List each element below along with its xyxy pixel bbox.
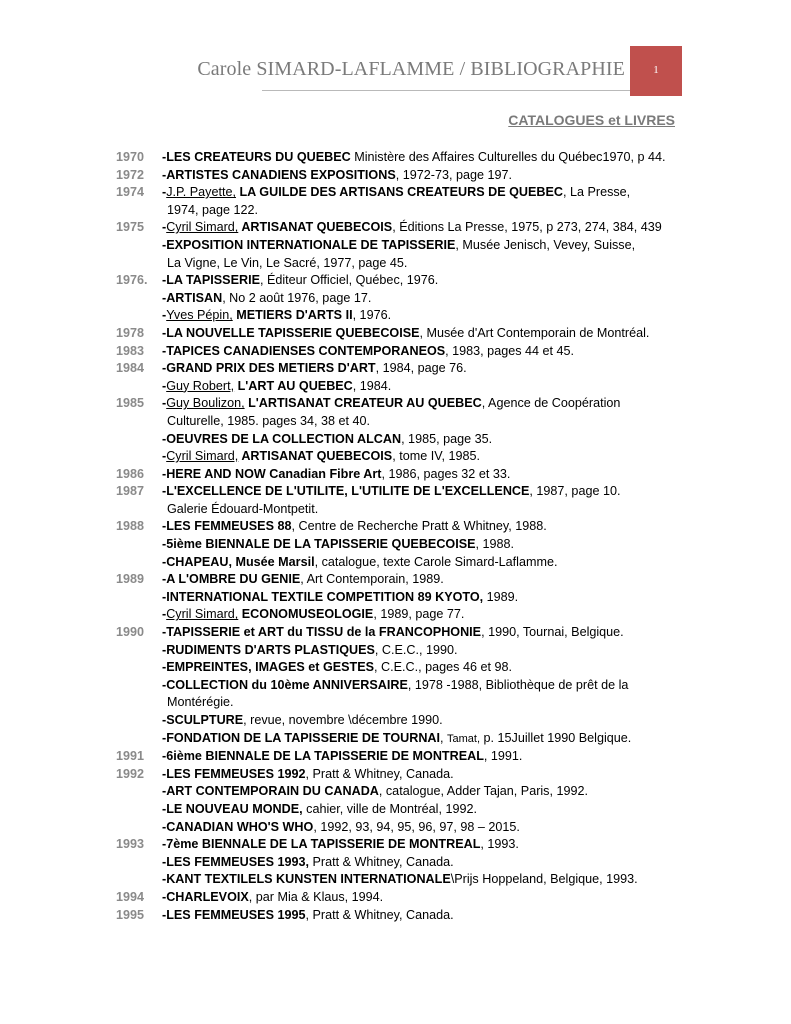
- entry-details: , 1988.: [475, 537, 515, 552]
- entry-year: 1985: [116, 396, 145, 411]
- entry-line: [116, 589, 696, 607]
- entry-line: [116, 431, 696, 449]
- entry-dash: -: [162, 185, 167, 200]
- entry-title: CHARLEVOIX: [166, 889, 249, 904]
- entry-line: [116, 237, 696, 255]
- entry-details: cahier, ville de Montréal, 1992.: [302, 801, 477, 816]
- entry-details: , par Mia & Klaus, 1994.: [248, 889, 384, 904]
- entry-details: Ministère des Affaires Culturelles du Québec1970, p 44.: [350, 150, 666, 164]
- bibliography-entry: [116, 677, 696, 712]
- entry-details: , 1987, page 10.: [529, 484, 621, 499]
- entry-author: Guy Boulizon,: [166, 396, 245, 411]
- page-number-badge: [630, 46, 682, 96]
- entry-title: LES FEMMEUSES 1993,: [166, 854, 309, 869]
- bibliography-entry: [116, 730, 696, 749]
- bibliography-entry: [116, 219, 696, 237]
- entry-details: , Musée d'Art Contemporain de Montréal.: [419, 325, 650, 340]
- entry-year: 1974: [116, 185, 145, 200]
- entry-dash: -: [162, 484, 167, 499]
- page-number: 1: [653, 64, 659, 76]
- entry-continuation: Galerie Édouard-Montpetit.: [167, 501, 319, 516]
- entry-line: [116, 819, 696, 837]
- bibliography-entry: [116, 642, 696, 660]
- document-header-title: Carole SIMARD-LAFLAMME / BIBLIOGRAPHIE: [197, 58, 625, 80]
- entry-line: [116, 624, 696, 642]
- entry-author: Cyril Simard,: [166, 220, 239, 235]
- entry-year: 1988: [116, 519, 145, 534]
- entry-continuation: La Vigne, Le Vin, Le Sacré, 1977, page 45.: [167, 255, 408, 270]
- entry-dash: -: [162, 677, 167, 692]
- entry-dash: -: [162, 819, 167, 834]
- entry-dash: -: [162, 519, 167, 534]
- entry-line: [116, 730, 696, 749]
- entry-line: [116, 448, 696, 466]
- entry-title: TAPICES CANADIENSES CONTEMPORANEOS: [166, 343, 446, 358]
- bibliography-entry: [116, 343, 696, 361]
- bibliography-entry: [116, 307, 696, 325]
- entry-year: 1984: [116, 361, 145, 376]
- entry-line: [116, 184, 696, 202]
- bibliography-entry: [116, 748, 696, 766]
- entry-title: EXPOSITION INTERNATIONALE DE TAPISSERIE: [166, 237, 456, 252]
- bibliography-entry: [116, 871, 696, 889]
- bibliography-entry: [116, 184, 696, 219]
- entry-dash: -: [162, 784, 167, 799]
- entry-line: [116, 325, 696, 343]
- entry-details: , 1993.: [480, 837, 519, 852]
- entry-title: CHAPEAU, Musée Marsil: [166, 554, 315, 569]
- entry-title: 5ième BIENNALE DE LA TAPISSERIE QUEBECOISE: [166, 537, 476, 552]
- entry-title: RUDIMENTS D'ARTS PLASTIQUES: [166, 642, 375, 657]
- entry-dash: -: [162, 801, 167, 816]
- entry-dash: -: [162, 378, 167, 393]
- entry-line: [116, 307, 696, 325]
- entry-title: ECONOMUSEOLOGIE: [238, 607, 374, 622]
- entry-title: LA NOUVELLE TAPISSERIE QUEBECOISE: [166, 325, 420, 340]
- entry-details: , 1978 -1988, Bibliothèque de prêt de la: [407, 677, 629, 692]
- entry-year: 1976.: [116, 273, 148, 288]
- entry-line: [116, 642, 696, 660]
- entry-line: [116, 343, 696, 361]
- entry-title: ARTISANAT QUEBECOIS: [238, 220, 393, 235]
- entry-line: [116, 290, 696, 308]
- entry-dash: -: [162, 290, 167, 305]
- entry-dash: -: [162, 237, 167, 252]
- entry-line: [116, 889, 696, 907]
- entry-details: , 1972-73, page 197.: [395, 167, 512, 182]
- entry-details: , Centre de Recherche Pratt & Whitney, 1988.: [291, 519, 547, 534]
- entry-line: [116, 748, 696, 766]
- entry-year: 1972: [116, 167, 145, 182]
- entry-line: [116, 149, 696, 167]
- entry-details: , 1986, pages 32 et 33.: [381, 466, 511, 481]
- entry-line: [116, 871, 696, 889]
- bibliography-entry: [116, 889, 696, 907]
- entry-line: [116, 677, 696, 695]
- entry-title: TAPISSERIE et ART du TISSU de la FRANCOPHONIE: [166, 625, 482, 640]
- entry-continuation: Montérégie.: [167, 695, 234, 710]
- entry-title: LES CREATEURS DU QUEBEC: [166, 150, 351, 164]
- entry-year: 1986: [116, 466, 145, 481]
- entry-title: OEUVRES DE LA COLLECTION ALCAN: [166, 431, 402, 446]
- entry-line: [116, 378, 696, 396]
- entry-dash: -: [162, 749, 167, 764]
- entry-title: HERE AND NOW Canadian Fibre Art: [166, 466, 382, 481]
- entry-details: , catalogue, Adder Tajan, Paris, 1992.: [378, 784, 588, 799]
- entry-dash: -: [162, 607, 167, 622]
- entry-line: [116, 836, 696, 854]
- entry-dash: -: [162, 625, 167, 640]
- entry-details: , 1983, pages 44 et 45.: [445, 343, 575, 358]
- bibliography-entry: [116, 167, 696, 185]
- entry-details: , 1984, page 76.: [375, 361, 467, 376]
- entry-title: INTERNATIONAL TEXTILE COMPETITION 89 KYOTO,: [166, 589, 484, 604]
- entry-title: COLLECTION du 10ème ANNIVERSAIRE: [166, 677, 408, 692]
- entry-dash: -: [162, 537, 167, 552]
- entry-dash: -: [162, 907, 167, 922]
- entry-title: A L'OMBRE DU GENIE: [166, 572, 301, 587]
- entry-title: FONDATION DE LA TAPISSERIE DE TOURNAI: [166, 730, 441, 745]
- entry-dash: -: [162, 396, 167, 411]
- entry-details: , C.E.C., pages 46 et 98.: [374, 660, 512, 675]
- entry-title: ARTISTES CANADIENS EXPOSITIONS: [166, 167, 396, 182]
- entry-dash: -: [162, 554, 167, 569]
- entry-author: Cyril Simard,: [166, 607, 239, 622]
- bibliography-entry: [116, 466, 696, 484]
- entry-dash: -: [162, 150, 167, 164]
- entry-line: [116, 167, 696, 185]
- entry-line: [116, 907, 696, 925]
- bibliography-entry: [116, 712, 696, 730]
- entry-dash: -: [162, 325, 167, 340]
- entry-title: L'EXCELLENCE DE L'UTILITE, L'UTILITE DE L'EXCELLENCE: [166, 484, 530, 499]
- entry-title: LES FEMMEUSES 88: [166, 519, 292, 534]
- bibliography-entry: [116, 431, 696, 449]
- entry-details: , 1991.: [483, 749, 523, 764]
- entry-line: [116, 483, 696, 501]
- entry-dash: -: [162, 589, 167, 604]
- bibliography-entry: [116, 149, 696, 167]
- entry-dash: -: [162, 642, 167, 657]
- bibliography-entry: [116, 237, 696, 272]
- bibliography-list: [116, 149, 696, 924]
- entry-author: Yves Pépin,: [166, 308, 233, 323]
- entry-dash: -: [162, 837, 167, 852]
- entry-line: [116, 272, 696, 290]
- entry-details: , Éditions La Presse, 1975, p 273, 274, 384, 439: [392, 220, 662, 235]
- entry-title: L'ART AU QUEBEC: [234, 378, 353, 393]
- entry-dash: -: [162, 466, 167, 481]
- header-divider: [262, 90, 630, 91]
- entry-continuation: Culturelle, 1985. pages 34, 38 et 40.: [167, 413, 371, 428]
- entry-title: ART CONTEMPORAIN DU CANADA: [166, 784, 379, 799]
- bibliography-entry: [116, 659, 696, 677]
- bibliography-entry: [116, 801, 696, 819]
- entry-dash: -: [162, 273, 167, 288]
- entry-dash: -: [162, 449, 167, 464]
- entry-details: , 1984.: [352, 378, 392, 393]
- entry-details: , 1992, 93, 94, 95, 96, 97, 98 – 2015.: [313, 819, 520, 834]
- entry-year: 1978: [116, 325, 145, 340]
- entry-details: , 1990, Tournai, Belgique.: [481, 625, 624, 640]
- entry-details: , tome IV, 1985.: [392, 449, 480, 464]
- entry-title: CANADIAN WHO'S WHO: [166, 819, 314, 834]
- entry-line: [116, 854, 696, 872]
- entry-details: Pratt & Whitney, Canada.: [308, 854, 454, 869]
- entry-publisher: Tamat,: [447, 732, 481, 745]
- entry-details: , Agence de Coopération: [481, 396, 621, 411]
- entry-year: 1975: [116, 220, 145, 235]
- entry-title: 6ième BIENNALE DE LA TAPISSERIE DE MONTREAL: [166, 749, 484, 764]
- entry-title: LES FEMMEUSES 1992: [166, 766, 306, 781]
- entry-continuation: 1974, page 122.: [167, 202, 259, 217]
- entry-author: J.P. Payette,: [166, 185, 236, 200]
- entry-details: \Prijs Hoppeland, Belgique, 1993.: [450, 872, 638, 887]
- entry-year: 1993: [116, 837, 145, 852]
- entry-line: [116, 801, 696, 819]
- entry-details: , No 2 août 1976, page 17.: [222, 290, 372, 305]
- bibliography-entry: [116, 783, 696, 801]
- entry-title: 7ème BIENNALE DE LA TAPISSERIE DE MONTREAL: [166, 837, 481, 852]
- bibliography-entry: [116, 554, 696, 572]
- bibliography-entry: [116, 624, 696, 642]
- entry-line: [116, 518, 696, 536]
- bibliography-entry: [116, 483, 696, 518]
- entry-title: KANT TEXTILELS KUNSTEN INTERNATIONALE: [166, 872, 451, 887]
- bibliography-entry: [116, 766, 696, 784]
- bibliography-entry: [116, 536, 696, 554]
- bibliography-entry: [116, 589, 696, 607]
- entry-details: 1989.: [483, 589, 519, 604]
- entry-line: [116, 606, 696, 624]
- entry-title: LE NOUVEAU MONDE,: [166, 801, 303, 816]
- entry-line: [116, 712, 696, 730]
- entry-details: , Éditeur Officiel, Québec, 1976.: [259, 273, 439, 288]
- entry-line: [116, 554, 696, 572]
- bibliography-entry: [116, 272, 696, 290]
- entry-title: ARTISAN: [166, 290, 223, 305]
- bibliography-entry: [116, 819, 696, 837]
- entry-details: , C.E.C., 1990.: [374, 642, 458, 657]
- entry-title: L'ARTISANAT CREATEUR AU QUEBEC: [244, 396, 482, 411]
- entry-line: [116, 219, 696, 237]
- bibliography-entry: [116, 395, 696, 430]
- entry-year: 1995: [116, 907, 145, 922]
- entry-dash: -: [162, 431, 167, 446]
- entry-details: , catalogue, texte Carole Simard-Laflamme.: [314, 554, 558, 569]
- entry-title: GRAND PRIX DES METIERS D'ART: [166, 361, 376, 376]
- entry-details: , La Presse,: [562, 185, 631, 200]
- entry-title: LES FEMMEUSES 1995: [166, 907, 306, 922]
- bibliography-entry: [116, 854, 696, 872]
- entry-details-extra: p. 15Juillet 1990 Belgique.: [480, 730, 632, 745]
- entry-year: 1989: [116, 572, 145, 587]
- entry-details: , 1976.: [352, 308, 392, 323]
- entry-title: SCULPTURE: [166, 713, 244, 727]
- bibliography-entry: [116, 606, 696, 624]
- entry-year: 1970: [116, 150, 145, 164]
- entry-details: , 1989, page 77.: [373, 607, 465, 622]
- entry-line: [116, 395, 696, 413]
- entry-line: [116, 466, 696, 484]
- bibliography-entry: [116, 907, 696, 925]
- entry-year: 1991: [116, 749, 145, 764]
- entry-year: 1990: [116, 625, 145, 640]
- entry-line: [116, 766, 696, 784]
- entry-details: , Pratt & Whitney, Canada.: [305, 766, 454, 781]
- section-heading: CATALOGUES et LIVRES: [508, 112, 675, 128]
- entry-dash: -: [162, 572, 167, 587]
- entry-line: [116, 536, 696, 554]
- entry-details: , revue, novembre \décembre 1990.: [243, 713, 443, 727]
- bibliography-entry: [116, 290, 696, 308]
- entry-title: LA GUILDE DES ARTISANS CREATEURS DE QUEBEC: [235, 185, 563, 200]
- entry-line: [116, 659, 696, 677]
- entry-dash: -: [162, 730, 167, 745]
- bibliography-entry: [116, 378, 696, 396]
- entry-line: [116, 360, 696, 378]
- bibliography-entry: [116, 325, 696, 343]
- entry-dash: -: [162, 361, 167, 376]
- entry-dash: -: [162, 167, 167, 182]
- entry-title: ARTISANAT QUEBECOIS: [238, 449, 393, 464]
- entry-details: , 1985, page 35.: [401, 431, 493, 446]
- entry-dash: -: [162, 343, 167, 358]
- entry-dash: -: [162, 854, 167, 869]
- entry-dash: -: [162, 308, 167, 323]
- entry-year: 1992: [116, 766, 145, 781]
- entry-dash: -: [162, 766, 167, 781]
- bibliography-entry: [116, 360, 696, 378]
- entry-year: 1983: [116, 343, 145, 358]
- entry-details: , Musée Jenisch, Vevey, Suisse,: [455, 237, 636, 252]
- entry-author: Cyril Simard,: [166, 449, 239, 464]
- entry-dash: -: [162, 713, 167, 727]
- entry-title: METIERS D'ARTS II: [232, 308, 353, 323]
- entry-author: Guy Robert,: [166, 378, 235, 393]
- entry-details: , Pratt & Whitney, Canada.: [305, 907, 454, 922]
- bibliography-entry: [116, 571, 696, 589]
- entry-details: , Art Contemporain, 1989.: [300, 572, 444, 587]
- entry-year: 1987: [116, 484, 145, 499]
- entry-dash: -: [162, 889, 167, 904]
- bibliography-entry: [116, 836, 696, 854]
- entry-year: 1994: [116, 889, 145, 904]
- entry-dash: -: [162, 872, 167, 887]
- entry-dash: -: [162, 660, 167, 675]
- entry-title: EMPREINTES, IMAGES et GESTES: [166, 660, 375, 675]
- entry-line: [116, 783, 696, 801]
- entry-line: [116, 571, 696, 589]
- entry-title: LA TAPISSERIE: [166, 273, 260, 288]
- entry-dash: -: [162, 220, 167, 235]
- entry-details: ,: [440, 730, 448, 745]
- bibliography-entry: [116, 448, 696, 466]
- bibliography-entry: [116, 518, 696, 536]
